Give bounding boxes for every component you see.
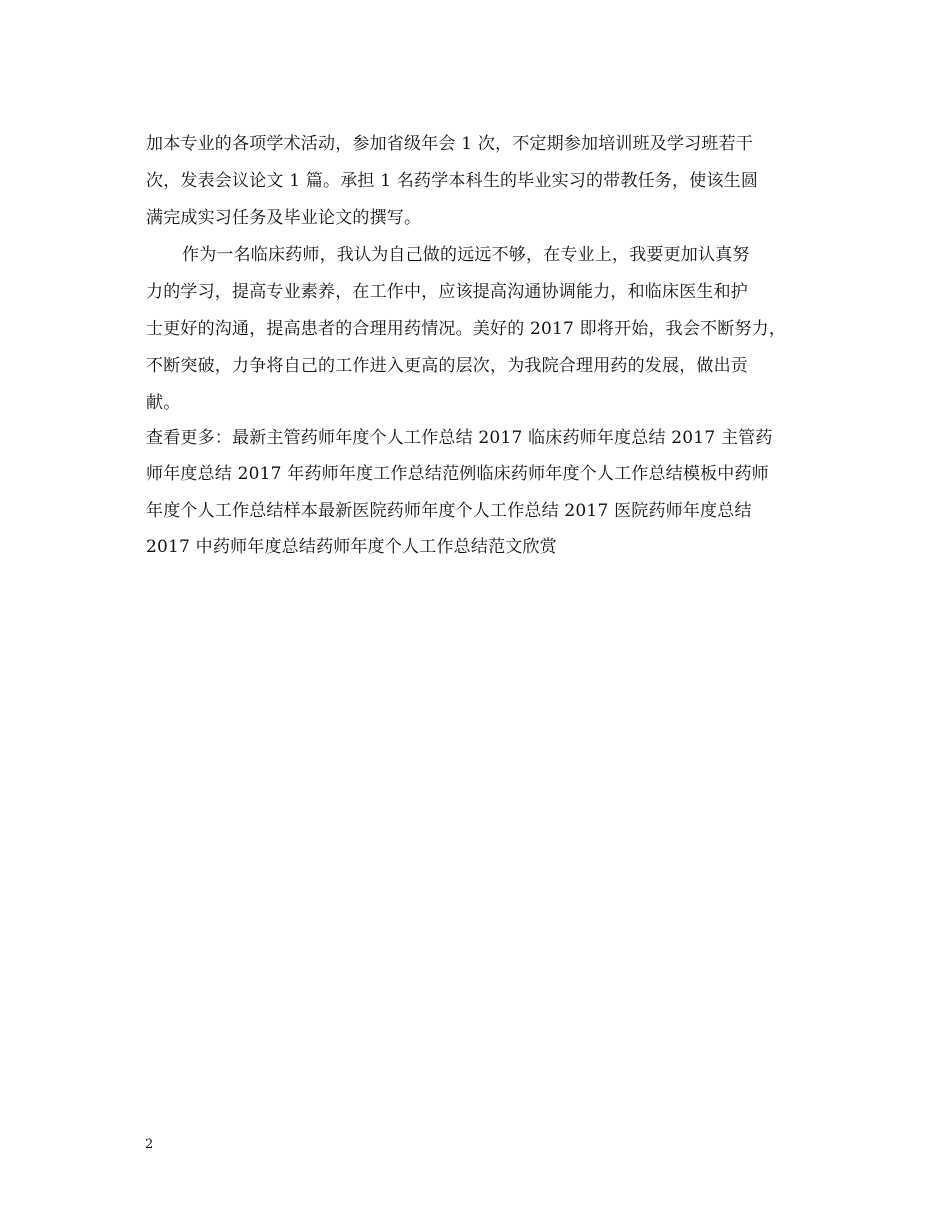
paragraph-1-line-1: 加本专业的各项学术活动，参加省级年会 1 次，不定期参加培训班及学习班若干 — [146, 134, 754, 154]
see-more-line-4: 2017 中药师年度总结药师年度个人工作总结范文欣赏 — [146, 537, 557, 557]
paragraph-2-line-3: 士更好的沟通，提高患者的合理用药情况。美好的 2017 即将开始，我会不断努力， — [146, 319, 787, 339]
paragraph-2-line-5: 献。 — [146, 393, 181, 413]
page-number: 2 — [145, 1137, 154, 1152]
paragraph-1-line-2: 次，发表会议论文 1 篇。承担 1 名药学本科生的毕业实习的带教任务，使该生圆 — [146, 171, 759, 191]
see-more-line-1: 查看更多：最新主管药师年度个人工作总结 2017 临床药师年度总结 2017 主管药 — [146, 428, 773, 448]
paragraph-2-line-2: 力的学习，提高专业素养，在工作中，应该提高沟通协调能力，和临床医生和护 — [146, 282, 748, 302]
see-more-line-2: 师年度总结 2017 年药师年度工作总结范例临床药师年度个人工作总结模板中药师 — [146, 464, 769, 484]
paragraph-2-line-4: 不断突破，力争将自己的工作进入更高的层次，为我院合理用药的发展，做出贡 — [146, 356, 748, 376]
paragraph-2-line-1: 作为一名临床药师，我认为自己做的远远不够，在专业上，我要更加认真努 — [182, 245, 750, 265]
paragraph-1-line-3: 满完成实习任务及毕业论文的撰写。 — [146, 208, 422, 228]
see-more-line-3: 年度个人工作总结样本最新医院药师年度个人工作总结 2017 医院药师年度总结 — [146, 501, 752, 521]
